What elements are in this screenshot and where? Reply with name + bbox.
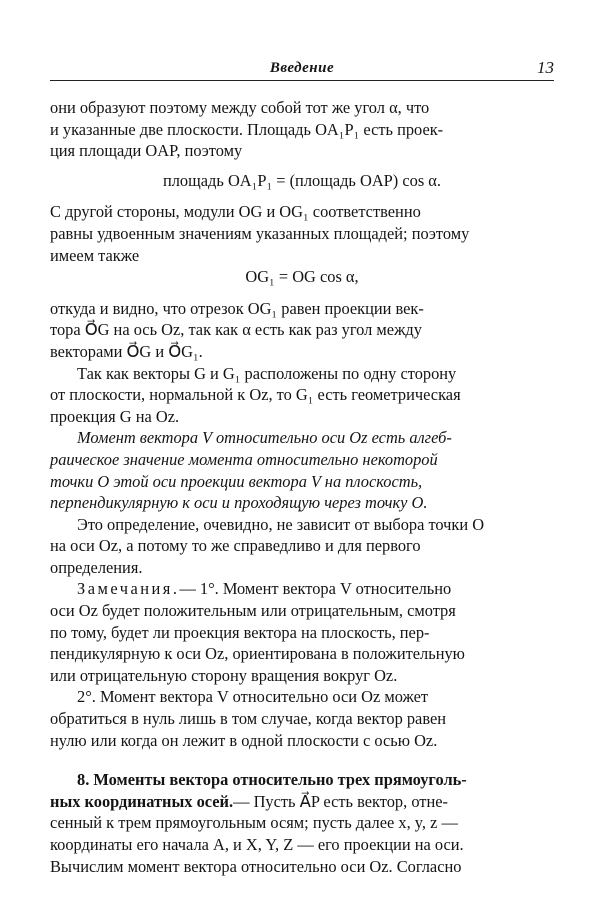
section-8 [50,769,554,877]
text-line: и указанные две плоскости. Площадь OA₁P₁ есть проек- [50,119,444,139]
text-line: Вычислим момент вектора относительно оси Oz. Согласно [50,856,462,876]
text-line: точки O этой оси проекции вектора V на плоскость, [50,471,423,491]
text-line: обратиться в нуль лишь в том случае, когда вектор равен [50,709,447,729]
text-line: они образуют поэтому между собой тот же угол α, что [50,98,430,117]
text-line: тора O⃗G на ось Oz, так как α есть как раз угол между [50,320,422,340]
formula-area-projection: площадь OA₁P₁ = (площадь OAP) cos α. [162,170,441,190]
remark-heading: Замечания. [77,579,180,599]
text-line: нулю или когда он лежит в одной плоскости с осью Oz. [50,730,438,750]
page-body [50,97,554,877]
text-line: Это определение, очевидно, не зависит от выбора точки O [77,514,485,534]
text-line [50,791,554,813]
text-fragment: — 1°. Момент вектора V относительно [179,579,452,599]
text-line: раическое значение момента относительно некоторой [50,449,438,469]
text-line: Так как векторы G и G₁ расположены по одну сторону [77,363,457,383]
paragraph-independence [50,514,554,579]
remark-1 [50,578,554,686]
text-line: или отрицательную сторону вращения вокруг Oz. [50,665,398,685]
text-line: по тому, будет ли проекция вектора на плоскость, пер- [50,622,430,642]
text-line: определения. [50,557,143,577]
text-line: откуда и видно, что отрезок OG₁ равен проекции век- [50,298,424,318]
remark-2 [50,686,554,751]
formula-og1: OG₁ = OG cos α, [245,267,359,287]
text-line: на оси Oz, а потому то же справедливо и для первого [50,536,421,556]
section-heading-cont: ных координатных осей. [50,791,234,811]
text-line: имеем также [50,245,140,265]
text-line: векторами O⃗G и O⃗G₁. [50,341,203,361]
definition-moment-axis [50,427,554,513]
page-number: 13 [537,58,554,77]
text-line: С другой стороны, модули OG и OG₁ соответственно [50,202,421,222]
paragraph-angle [50,97,554,162]
section-heading: 8. Моменты вектора относительно трех прямоуголь- [77,770,467,790]
text-line: координаты его начала A, и X, Y, Z — его проекции на оси. [50,835,464,854]
paragraph-vectors-side [50,363,554,428]
text-line: пендикулярную к оси Oz, ориентирована в положительную [50,644,465,664]
text-line: сенный к трем прямоугольным осям; пусть далее x, y, z — [50,813,458,833]
text-line [50,578,554,600]
text-line: оси Oz будет положительным или отрицательным, смотря [50,601,456,621]
text-fragment: — Пусть A⃗P есть вектор, отне- [233,791,448,811]
running-title: Введение [269,60,335,76]
text-line: 2°. Момент вектора V относительно оси Oz может [77,687,429,707]
text-line: от плоскости, нормальной к Oz, то G₁ есть геометрическая [50,385,461,405]
paragraph-projection [50,298,554,363]
text-line: проекция G на Oz. [50,406,180,426]
running-header [50,52,554,81]
paragraph-moduli [50,201,554,266]
text-line: равны удвоенным значениям указанных площадей; поэтому [50,223,470,243]
book-page [50,52,554,877]
text-line: перпендикулярную к оси и проходящую через точку O. [50,493,428,513]
text-line: Момент вектора V относительно оси Oz есть алгеб- [77,428,452,448]
text-line: ция площади OAP, поэтому [50,141,243,161]
